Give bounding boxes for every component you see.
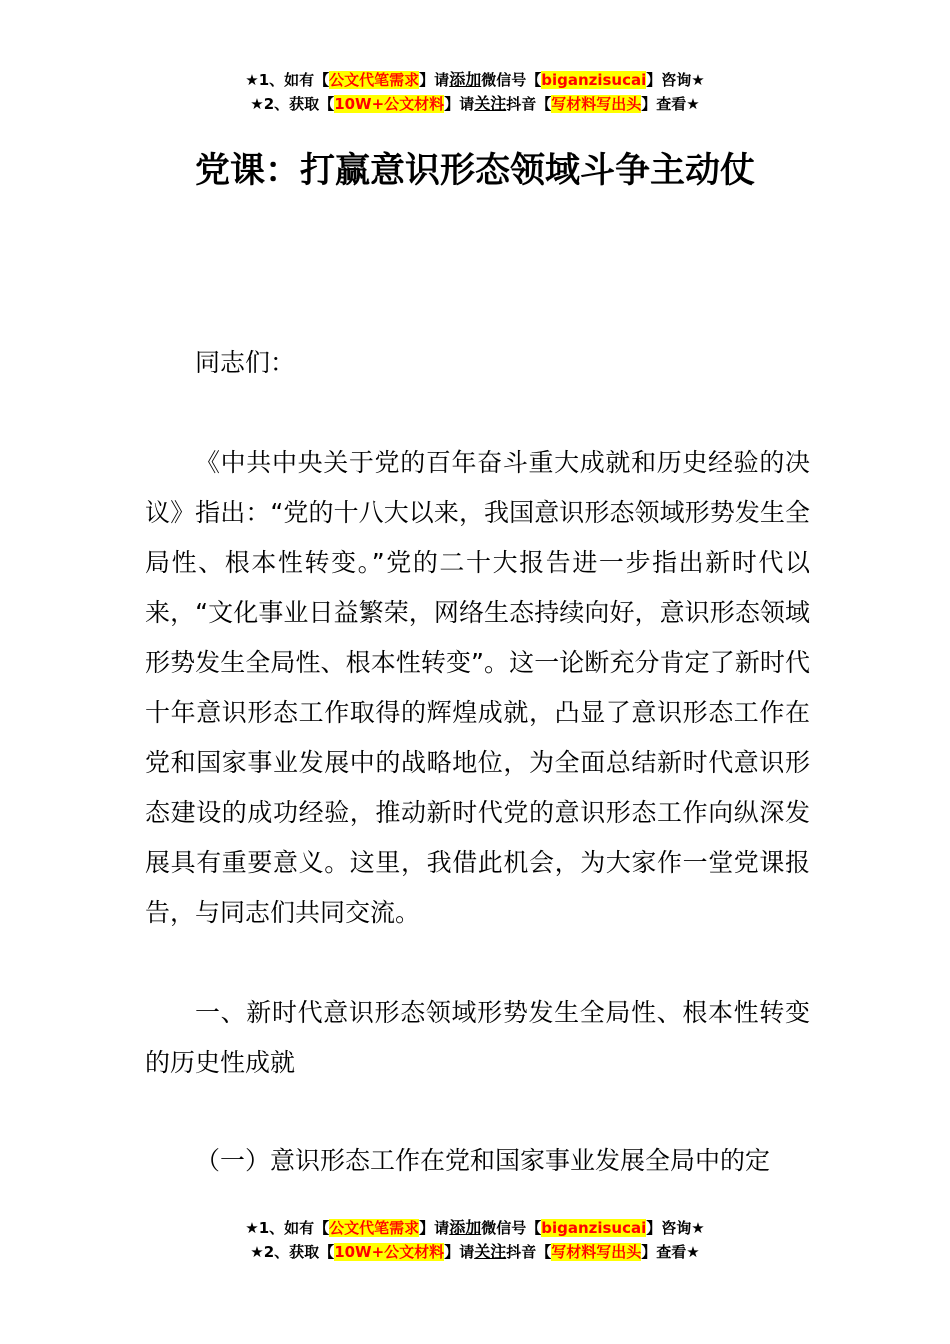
banner-text: 】咨询★ — [646, 71, 705, 89]
banner-text: 抖音【 — [506, 95, 552, 113]
banner-emphasis: 关注 — [474, 94, 507, 113]
banner-line-2 — [0, 92, 950, 116]
banner-text: ★1、如有【 — [245, 71, 330, 89]
banner-highlight: 公文代笔需求 — [329, 71, 420, 89]
banner-line-2 — [0, 1240, 950, 1264]
banner-highlight: biganzisucai — [541, 1219, 647, 1237]
banner-text: 】请 — [419, 71, 450, 89]
banner-highlight: 写材料写出头 — [551, 1243, 642, 1261]
body-paragraph: 《中共中央关于党的百年奋斗重大成就和历史经验的决议》指出：“党的十八大以来，我国意识形态领域形势发生全局性、根本性转变。”党的二十大报告进一步指出新时代以来，“文化事业日益繁荣，网络生态持续向好，意识形态领域形势发生全局性、根本性转变”。这一论断充分肯定了新时代十年意识形态工作取得的辉煌成就，凸显了意识形态工作在党和国家事业发展中的战略地位，为全面总结新时代意识形态建设的成功经验，推动新时代党的意识形态工作向纵深发展具有重要意义。这里，我借此机会，为大家作一堂党课报告，与同志们共同交流。 — [145, 448, 810, 927]
banner-text: 微信号【 — [481, 71, 542, 89]
banner-text: 】咨询★ — [646, 1219, 705, 1237]
banner-highlight: 写材料写出头 — [551, 95, 642, 113]
banner-highlight: 公文代笔需求 — [329, 1219, 420, 1237]
banner-text: ★1、如有【 — [245, 1219, 330, 1237]
banner-line-1 — [0, 68, 950, 92]
banner-emphasis: 关注 — [474, 1242, 507, 1261]
banner-text: 抖音【 — [506, 1243, 552, 1261]
banner-highlight: 10W+公文材料 — [334, 95, 445, 113]
banner-highlight: 10W+公文材料 — [334, 1243, 445, 1261]
banner-text: 】请 — [444, 95, 475, 113]
banner-text: 】请 — [419, 1219, 450, 1237]
greeting: 同志们： — [195, 348, 296, 377]
banner-text: 】查看★ — [641, 95, 700, 113]
document-title: 党课：打赢意识形态领域斗争主动仗 — [194, 151, 755, 191]
banner-emphasis: 添加 — [449, 1218, 482, 1237]
subsection-heading: （一）意识形态工作在党和国家事业发展全局中的定 — [195, 1146, 771, 1175]
banner-highlight: biganzisucai — [541, 71, 647, 89]
banner-text: ★2、获取【 — [250, 95, 335, 113]
banner-text: 微信号【 — [481, 1219, 542, 1237]
banner-text: ★2、获取【 — [250, 1243, 335, 1261]
section-heading: 一、新时代意识形态领域形势发生全局性、根本性转变的历史性成就 — [145, 998, 810, 1077]
footer-banner — [0, 1216, 950, 1264]
banner-emphasis: 添加 — [449, 70, 482, 89]
banner-line-1 — [0, 1216, 950, 1240]
header-banner — [0, 68, 950, 116]
banner-text: 】请 — [444, 1243, 475, 1261]
banner-text: 】查看★ — [641, 1243, 700, 1261]
